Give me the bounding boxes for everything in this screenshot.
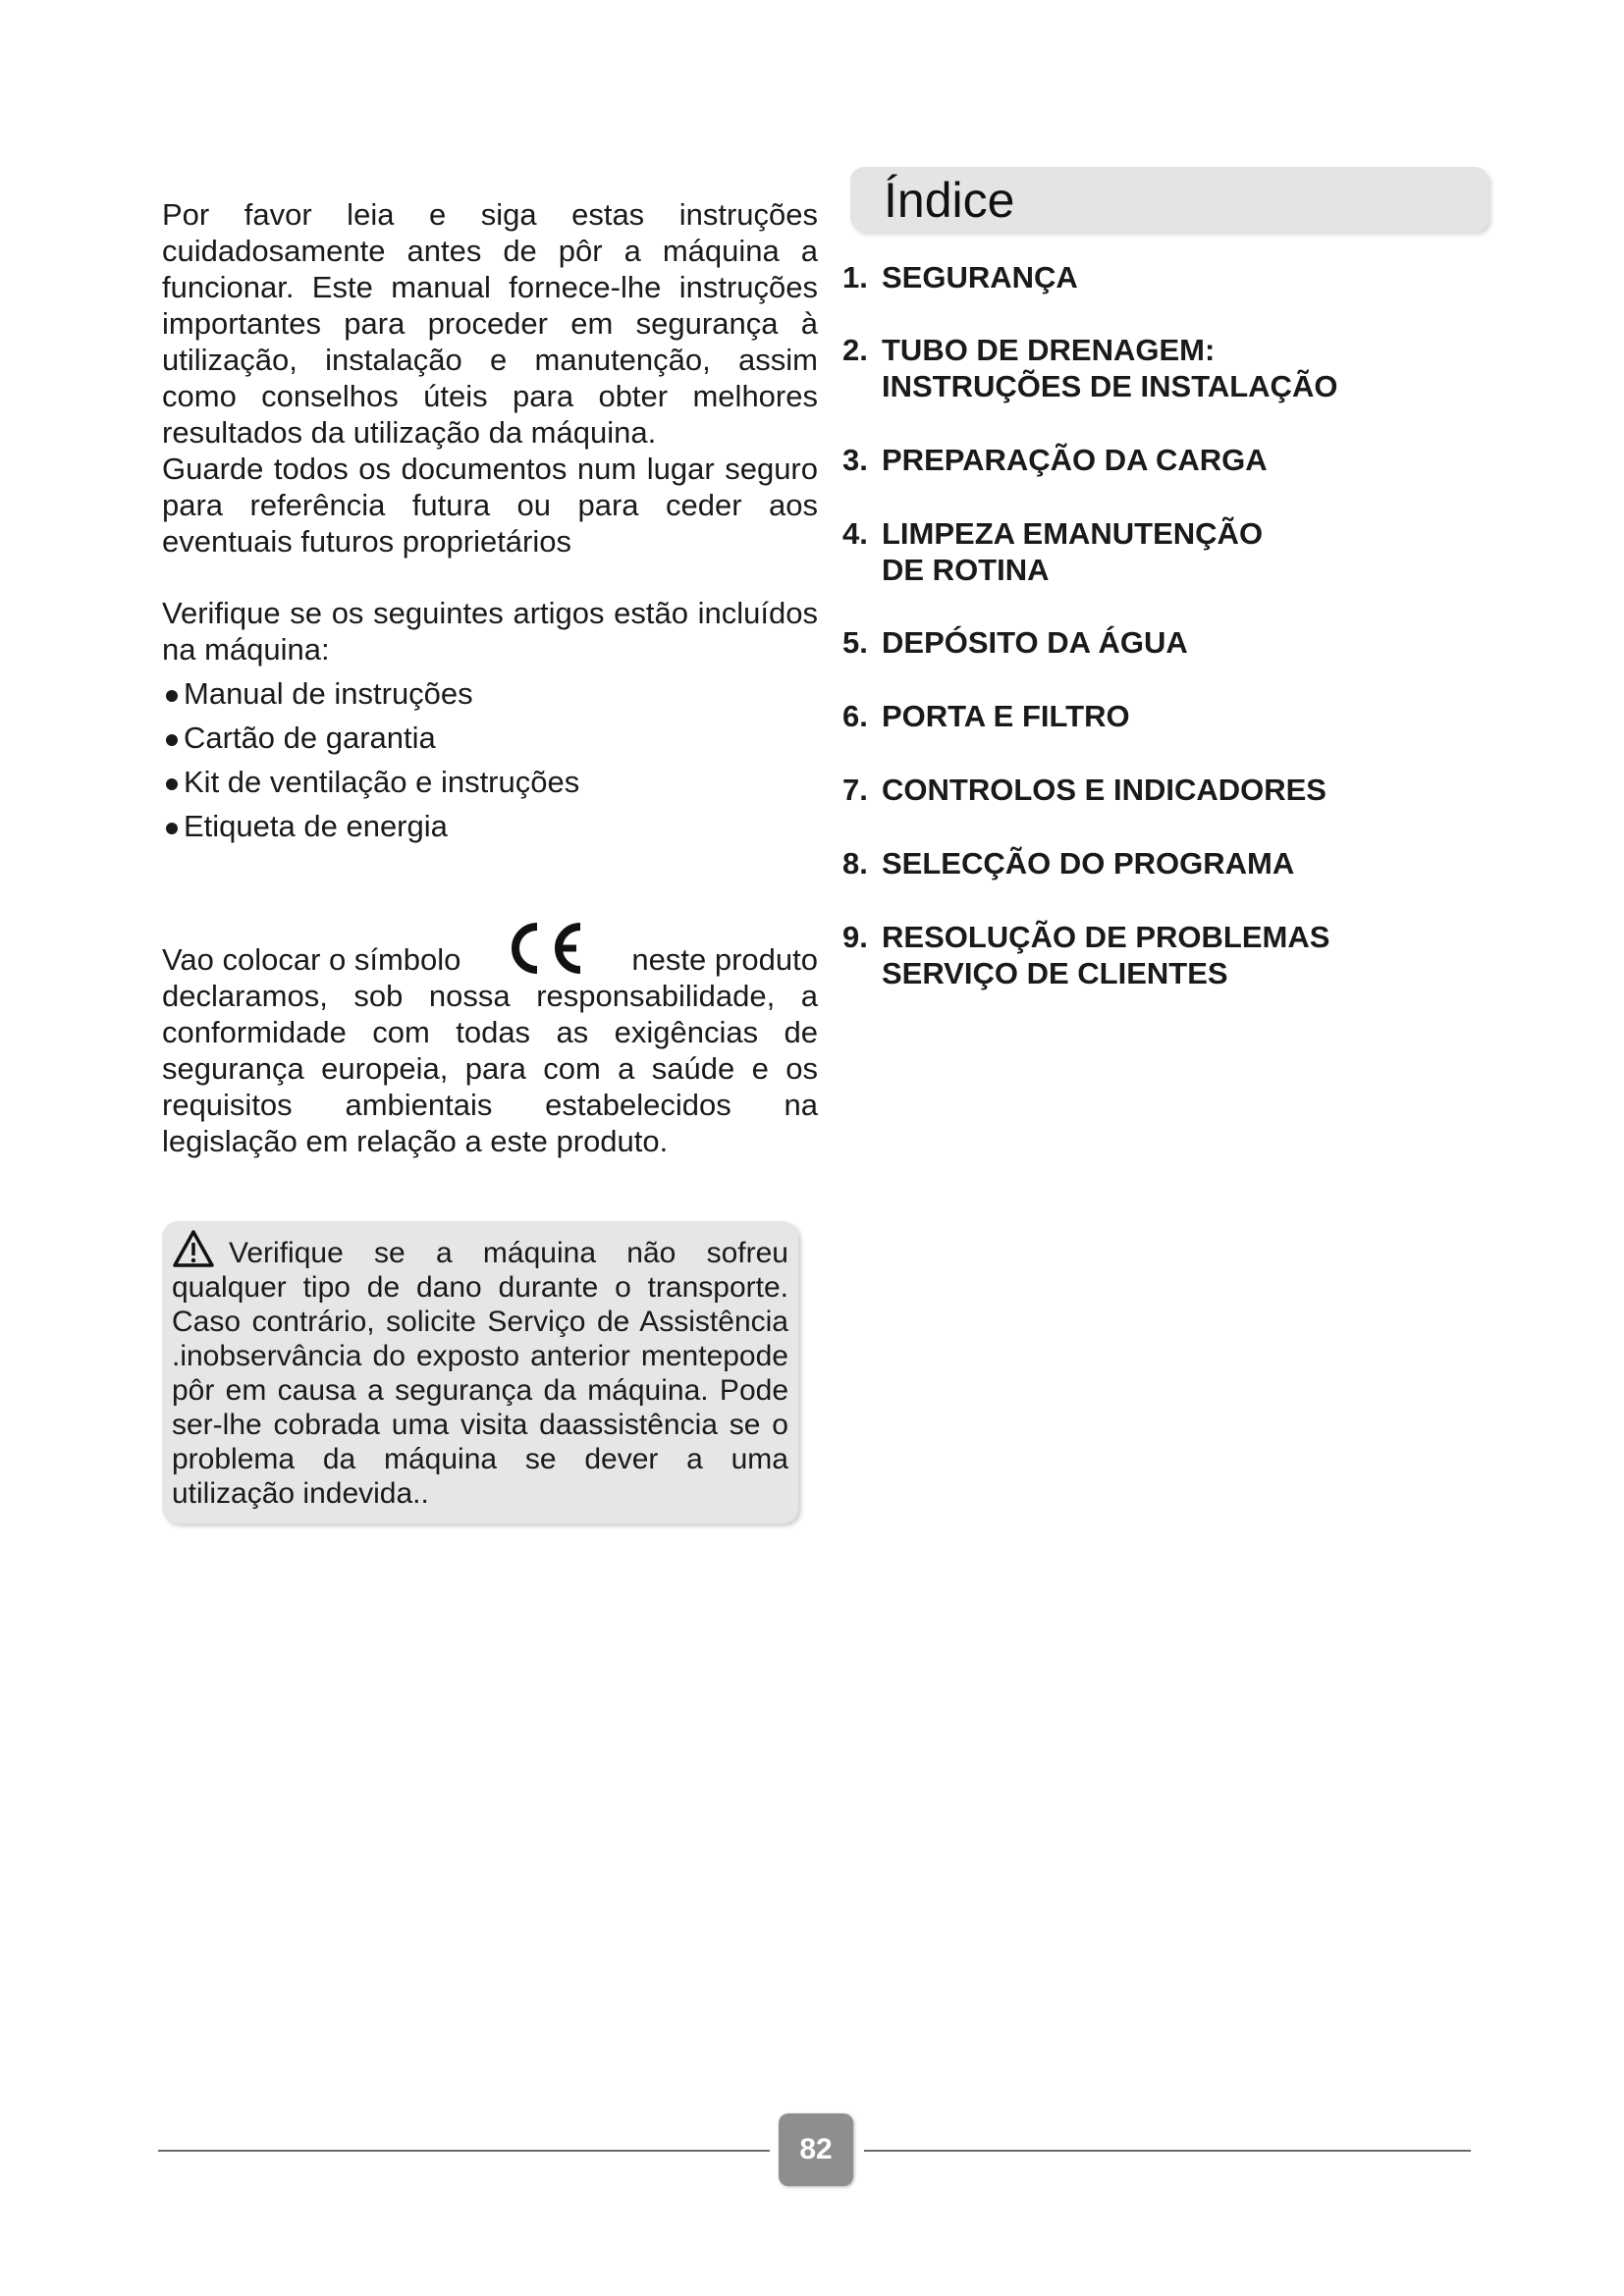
intro-paragraph: Por favor leia e siga estas instruções cuidadosamente antes de pôr a máquina a funcionar. Este manual fornece-lhe instruções importantes para proceder em segurança à utilização, instalação e manutenção, assim como conselhos úteis para obter melhores resultados da utilização da máquina. (162, 197, 818, 450)
included-item: Kit de ventilação e instruções (162, 760, 818, 804)
toc-item-resolucao-problemas[interactable] (842, 919, 1329, 991)
included-items-list (162, 671, 818, 848)
toc-number: 8. (842, 846, 868, 881)
ce-text-before: Vao colocar o símbolo (162, 942, 461, 977)
toc-item-controlos-indicadores[interactable] (842, 772, 1326, 808)
toc-number: 4. (842, 516, 868, 551)
toc-label-continued: SERVIÇO DE CLIENTES (882, 956, 1228, 990)
warning-text: Verifique se a máquina não sofreu qualquer tipo de dano durante o transporte. Caso contrário, solicite Serviço de Assistência .inobservância do exposto anterior mentepode pôr em causa a segurança da máquina. Pode ser-lhe cobrada uma visita daassistência se o problema da máquina se dever a uma utilização indevida.. (172, 1237, 788, 1510)
footer-divider-left (158, 2150, 770, 2152)
footer-divider-right (864, 2150, 1471, 2152)
toc-label-continued: DE ROTINA (882, 553, 1050, 587)
toc-label: RESOLUÇÃO DE PROBLEMAS (882, 920, 1330, 954)
ce-mark-icon (504, 921, 588, 976)
toc-label: SEGURANÇA (882, 260, 1078, 294)
toc-number: 1. (842, 260, 868, 294)
included-item: Cartão de garantia (162, 716, 818, 760)
toc-number: 2. (842, 333, 868, 367)
toc-item-preparacao-carga[interactable] (842, 442, 1268, 478)
checklist-intro: Verifique se os seguintes artigos estão incluídos na máquina: (162, 596, 818, 667)
index-header (850, 167, 1489, 232)
toc-number: 5. (842, 625, 868, 660)
warning-triangle-icon (172, 1229, 215, 1268)
ce-text-rest: declaramos, sob nossa responsabilidade, a conformidade com todas as exigências de segurança europeia, para com a saúde e os requisitos ambientais estabelecidos na legislação em relação a este produto. (162, 979, 818, 1158)
storage-paragraph: Guarde todos os documentos num lugar seguro para referência futura ou para ceder aos eventuais futuros proprietários (162, 452, 818, 559)
toc-item-tubo-drenagem[interactable] (842, 332, 1337, 404)
toc-number: 6. (842, 699, 868, 733)
toc-label: CONTROLOS E INDICADORES (882, 773, 1326, 807)
ce-declaration (162, 923, 818, 1159)
toc-item-limpeza-manutencao[interactable] (842, 515, 1263, 588)
transport-warning-box (162, 1221, 798, 1523)
intro-column (162, 196, 818, 1159)
toc-label: LIMPEZA EMANUTENÇÃO (882, 516, 1264, 551)
toc-number: 9. (842, 920, 868, 954)
toc-label: SELECÇÃO DO PROGRAMA (882, 846, 1295, 881)
toc-label: DEPÓSITO DA ÁGUA (882, 625, 1188, 660)
index-title: Índice (884, 173, 1015, 228)
included-item: Manual de instruções (162, 671, 818, 716)
toc-label-continued: INSTRUÇÕES DE INSTALAÇÃO (882, 369, 1338, 403)
ce-text-after: neste produto (631, 942, 818, 977)
toc-item-deposito-agua[interactable] (842, 624, 1188, 661)
page-number-badge: 82 (779, 2113, 853, 2186)
toc-item-seleccao-programa[interactable] (842, 845, 1294, 881)
toc-label: PREPARAÇÃO DA CARGA (882, 443, 1268, 477)
toc-item-seguranca[interactable] (842, 259, 1078, 295)
toc-number: 3. (842, 443, 868, 477)
toc-item-porta-filtro[interactable] (842, 698, 1130, 734)
toc-number: 7. (842, 773, 868, 807)
toc-label: PORTA E FILTRO (882, 699, 1130, 733)
toc-label: TUBO DE DRENAGEM: (882, 333, 1216, 367)
included-item: Etiqueta de energia (162, 804, 818, 848)
